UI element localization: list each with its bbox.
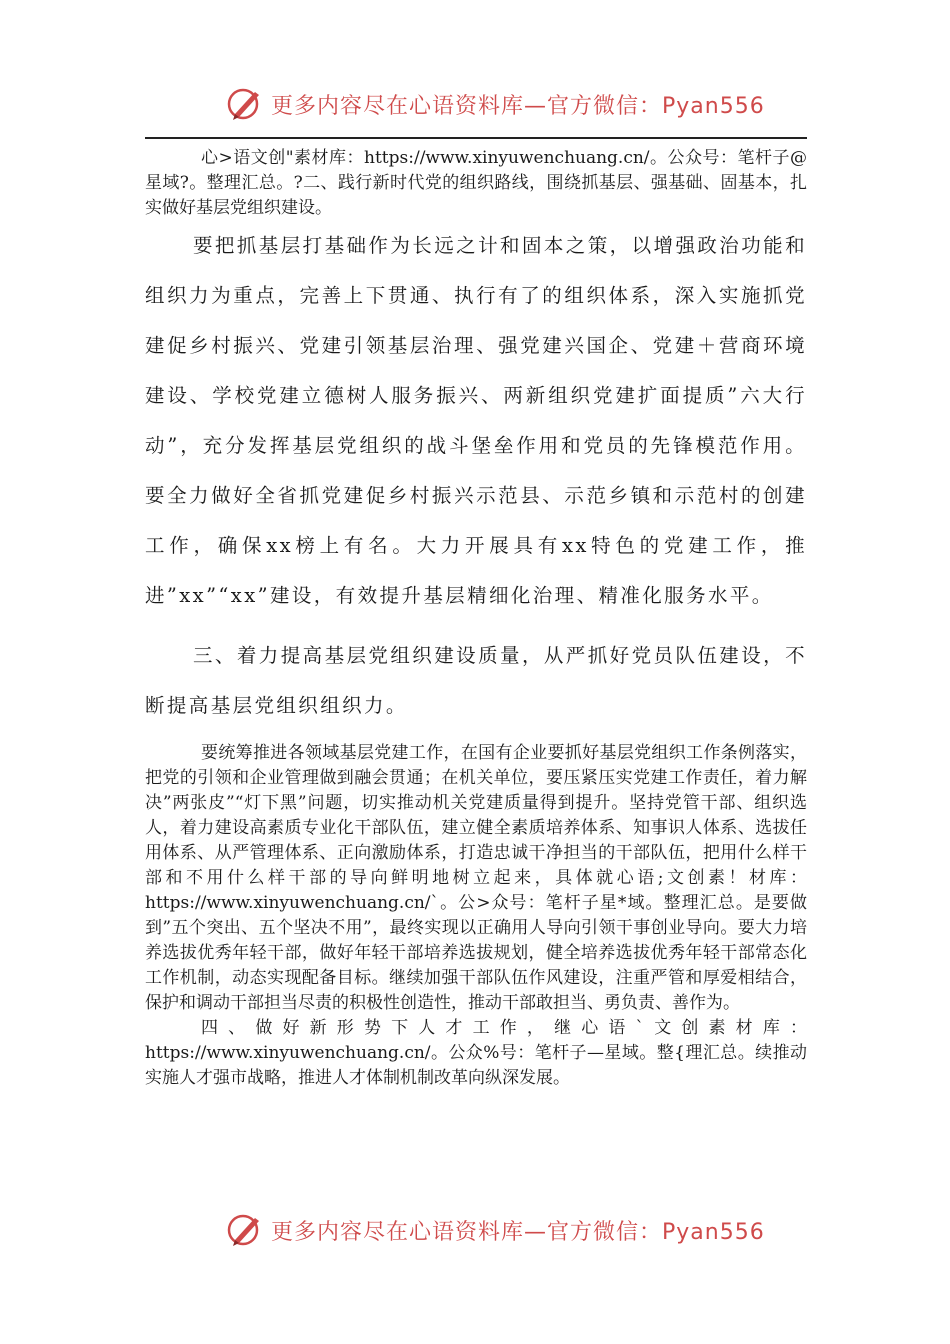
footer-banner (225, 1210, 765, 1250)
header-rule (145, 137, 807, 139)
paragraph-1: 心>语文创"素材库：https://www.xinyuwenchuang.cn/。公众号：笔杆子@星域?。整理汇总。?二、践行新时代党的组织路线，围绕抓基层、强基础、固基本，扎实做好基层党组织建设。 (145, 148, 807, 218)
paragraph-3-heading: 三、着力提高基层党组织建设质量，从严抓好党员队伍建设，不断提高基层党组织组织力。 (145, 644, 807, 717)
paragraph-2: 要把抓基层打基础作为长远之计和固本之策，以增强政治功能和组织力为重点，完善上下贯通、执行有了的组织体系，深入实施抓党建促乡村振兴、党建引领基层治理、强党建兴国企、党建＋营商环境建设、学校党建立德树人服务振兴、两新组织党建扩面提质”六大行动”，充分发挥基层党组织的战斗堡垒作用和党员的先锋模范作用。要全力做好全省抓党建促乡村振兴示范县、示范乡镇和示范村的创建工作，确保xx榜上有名。大力开展具有xx特色的党建工作，推进”xx”“xx”建设，有效提升基层精细化治理、精准化服务水平。 (145, 234, 807, 607)
paragraph-4: 要统筹推进各领域基层党建工作，在国有企业要抓好基层党组织工作条例落实，把党的引领和企业管理做到融会贯通；在机关单位，要压紧压实党建工作责任，着力解决”两张皮”“灯下黑”问题，切实推动机关党建质量得到提升。坚持党管干部、组织选人，着力建设高素质专业化干部队伍，建立健全素质培养体系、知事识人体系、选拔任用体系、从严管理体系、正向激励体系，打造忠诚干净担当的干部队伍，把用什么样干部和不用什么样干部的导向鲜明地树立起来，具体就心语;文创素！材库：https://www.xinyuwenchuang.cn/`。公>众号：笔杆子星*域。整理汇总。是要做到”五个突出、五个坚决不用”，最终实现以正确用人导向引领干事创业导向。要大力培养选拔优秀年轻干部，做好年轻干部培养选拔规划，健全培养选拔优秀年轻干部常态化工作机制，动态实现配备目标。继续加强干部队伍作风建设，注重严管和厚爱相结合，保护和调动干部担当尽责的积极性创造性，推动干部敢担当、勇负责、善作为。 (145, 743, 807, 1013)
document-body (145, 142, 807, 1091)
footer-banner-text: 更多内容尽在心语资料库—官方微信：Pyan556 (271, 1219, 765, 1245)
header-banner (225, 84, 765, 124)
pen-circle-logo-icon (225, 1210, 265, 1250)
pen-circle-logo-icon (225, 84, 265, 124)
header-banner-text: 更多内容尽在心语资料库—官方微信：Pyan556 (271, 93, 765, 119)
paragraph-5: 四、做好新形势下人才工作，继心语`文创素材库：https://www.xinyuwenchuang.cn/。公众%号：笔杆子—星域。整{理汇总。续推动实施人才强市战略，推进人才体制机制改革向纵深发展。 (145, 1018, 807, 1088)
